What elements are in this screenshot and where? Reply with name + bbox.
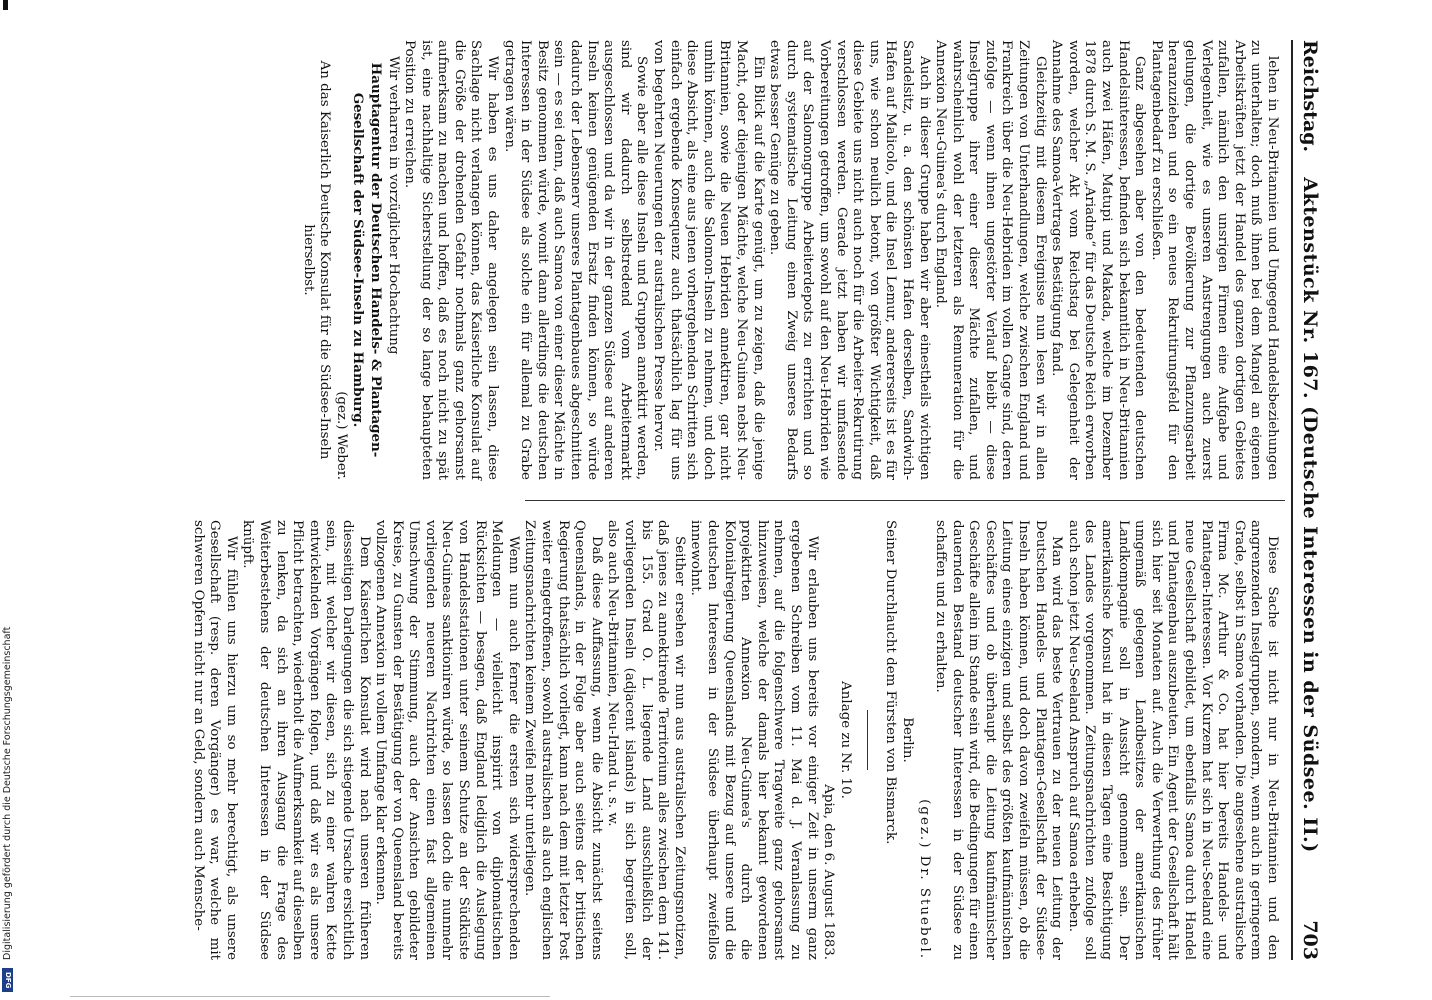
running-header xyxy=(1291,40,1325,960)
paragraph: Ein Blick auf die Karte genügt, um zu zeigen, daß die jenige Macht, oder diejenigen Mächte, welche Neu-Guinea nebst Neu-Britannien, sowie die Neuen Hebriden annektiren, gar nicht umhin können, auch die Salomon-Inseln zu nehmen, und doch diese Absicht, als eine aus jenen vorhergehenden Schritten sich einfach ergebende Konsequenz auch thatsächlich lag für uns von begehrten Neuerungen der australischen Presse hervor. xyxy=(651,40,766,480)
paragraph: Wir fühlen uns hierzu um so mehr berechtigt, als unsere Gesellschaft (resp. deren Vorgänger) es war, welche mit schweren Opfern nicht nur an Geld, sondern auch Mensche- xyxy=(190,520,239,960)
paragraph: Diese Sache ist nicht nur in Neu-Britannien und den angrenzenden Inselgruppen, sondern, wenn auch in geringerem Grade, selbst in Samoa vorhanden. Die angesehene australische Firma Mc. Arthur & Co. hat hier bereits Handels- und Plantagen-Interessen. Vor Kurzem hat sich in Neu-Seeland eine neue Gesellschaft gebildet, um ebenfalls Samoa durch Handel und Plantagenbau auszubeuten. Ein Agent der Gesellschaft hält sich hier seit Monaten auf. Auch die Verwerthung des früher umgemäß gelegenen Landbesitzes der amerikanischen Landkompagnie soll in Aussicht genommen sein. Der amerikanische Konsul hat in diesen Tagen eine Besichtigung des Landes vorgenommen. Zeitungsnachrichten zufolge soll auch schon jetzt Neu-Seeland Anspruch auf Samoa erheben. xyxy=(1065,520,1280,960)
addressee: Seiner Durchlaucht dem Fürsten von Bismarck. xyxy=(883,520,899,845)
dateline: Apia, den 6. August 1883. xyxy=(821,784,837,960)
paragraph: Wenn nun auch ferner die ersten sich widersprechenden Meldungen — vielleicht inspirirt von diplomatischen Rücksichten — besagen, daß England lediglich die Auslegung von Handelsstationen unter seinem Schutze an der Südküste Neu-Guineas sanktioniren würde, so lassen doch die nunmehr vorliegenden neueren Nachrichten einen fast allgemeinen Umschwung der Stimmung, auch der Ansichten gebildeter Kreise, zu Gunsten der Bestätigung der von Queensland bereits vollzogenen Annexion in vollem Umfange klar erkennen. xyxy=(373,520,521,960)
paragraph: Wir haben es uns daher angelegen sein lassen, diese Sachlage nicht verlangen können, das Kaiserliche Konsulat auf die Größe der drohenden Gefahr nochmals ganz gehorsamst aufmerksam zu machen und hoffen, daß es noch nicht zu spät ist, eine nachhaltige Sicherstellung der so lange behaupteten Position zu erreichen. xyxy=(402,40,501,480)
section-divider xyxy=(867,710,868,770)
dfg-logo-icon: DFG xyxy=(2,968,13,992)
paragraph: Gleichzeitig mit diesem Ereignisse nun lesen wir in allen Zeitungen von Unterhandlungen, welche zwischen England und Frankreich über die Neu-Hebriden im vollen Gange sind, deren zufolge — wenn ihnen ungestörter Verlauf bleibt — diese Inselgruppe ihrer einer dieser Mächte zufallen, und wahrscheinlich wohl der letzteren als Remuneration für die Annexion Neu-Guinea's durch England. xyxy=(933,40,1048,480)
page-number: 703 xyxy=(1299,920,1321,960)
header-title: Aktenstück Nr. 167. (Deutsche Interessen in der Südsee. II.) xyxy=(1299,177,1321,853)
signature-stuebel: (gez.) Dr. Stuebel. xyxy=(916,799,932,960)
annex-heading: Anlage zu Nr. 10. xyxy=(837,681,853,799)
paragraph: Daß diese Auffassung, wenn die Absicht zunächst seitens Queenslands, in der Folge aber auch seitens der britischen Regierung thatsächlich vorliegt, kann nach dem mit letzter Post weiter eingetroffenen, sowohl australischen als auch englischen Zeitungsnachrichten keinem Zweifel mehr unterliegen. xyxy=(522,520,604,960)
addressee: An das Kaiserlich Deutsche Konsulat für die Südsee-Inseln hierselbst. xyxy=(300,60,333,460)
paragraph: Dem Kaiserlichen Konsulat wird nach unseren früheren diesseitigen Darlegungen die sich stiegende Ursache ersichtlich sein, mit welcher wir diesen, sich zu einer wahren Kette entwickelnden Vorgängen folgen, und daß wir es als unsere Pflicht betrachten, wiederholt die Aufmerksamkeit auf dieselben zu lenken, da sich an ihren Ausgang die Frage des Weiterbestehens der deutschen Interessen in der Südsee knüpft. xyxy=(240,520,372,960)
paragraph: lehen in Neu-Britannien und Umgegend Handelsbeziehungen zu unterhalten; doch muß ihnen bei dem Mangel an eigenen Arbeitskräften jetzt der Handel des ganzen dortigen Gebietes zufallen, nämlich den unsrigen Firmen eine Aufgabe und Verlegenheit, wie es unseren Anstrengungen auch zuerst gelungen, die dortige Bevölkerung zur Pflanzungsarbeit heranzuziehen und so ein neues Rekrutirungsfeld für den Plantagenbedarf zu erschließen. xyxy=(1148,40,1280,480)
paragraph: Ganz abgesehen aber von den bedeutenden deutschen Handelsinteressen, befinden sich bekanntlich in Neu-Britannien auch zwei Häfen, Matupi und Makada, welche im Dezember 1878 durch S. M. S. „Ariadne“ für das Deutsche Reich erworben worden, welcher Akt vom Reichstag bei Gelegenheit der Annahme des Samoa-Vertrages Bestätigung fand. xyxy=(1049,40,1148,480)
paragraph: Auch in dieser Gruppe haben wir aber einestheils wichtigen Sandelsitz, u. a. den schönsten Hafen derselben, Sandwich-Hafen auf Malicolo, und die Insel Lemur, andererseits ist es für uns, wie schon neulich betont, von größter Wichtigkeit, daß diese Gebiete uns nicht auch noch für die Arbeiter-Rekrutirung verschlossen werden. Gerade jetzt haben wir umfassende Vorbereitungen getroffen, um sowohl auf den Neu-Hebriden wie auf der Salomongruppe Arbeiterdepots zu errichten und so durch systematische Leitung einen Zweig unseres Bedarfs etwas besser Genüge zu geben. xyxy=(767,40,932,480)
column-left xyxy=(299,40,1280,480)
signature-weber: (gez.) Weber. xyxy=(333,391,349,480)
paragraph: Wir erlauben uns bereits vor einiger Zeit in unserm ganz ergebenen Schreiben vom 11. Mai d. J. Veranlassung zu nehmen, auf die folgenschwere Tragweite ganz gehorsamst hinzuweisen, welche der damals hier bekannt gewordenen projektirten Annexion Neu-Guinea's durch die Kolonialregierung Queenslands mit Bezug auf unsere und die deutschen Interessen in der Südsee überhaupt zweifellos innewohnt. xyxy=(688,520,820,960)
place: Berlin. xyxy=(899,717,915,763)
paragraph: Sowie aber alle diese Inseln und Gruppen annektirt werden, sind wir dadurch selbstredend vom Arbeitermarkt ausgeschlossen und da wir in der ganzen Südsee auf anderen Inseln keinen genügenden Ersatz finden können, so würde dadurch der Lebensnerv unseres Plantagenbaues abgeschnitten sein — es sei denn, daß auch Samoa von einer dieser Mächte in Besitz genommen würde, womit dann allerdings die deutschen Interessen in der Südsee als solche ein für allemal zu Grabe getragen wären. xyxy=(501,40,650,480)
funding-credit: Digitalisierung gefördert durch die Deutsche Forschungsgemeinschaft xyxy=(2,626,13,960)
closing-formula: Wir verharren in vorzüglicher Hochachtung xyxy=(385,56,401,355)
paragraph: Man wird das beste Vertrauen zu der neuen Leitung der Deutschen Handels- und Plantagen-Gesellschaft der Südsee-Inseln haben können, und doch davon zweifeln müssen, ob die Leitung eines einzigen und selbst des größten kaufmännischen Geschäftes und ob überhaupt die Leitung kaufmännischer Geschäfte allein im Stande sein wird, die Bedingungen für einen dauernden Bestand deutscher Interessen in der Südsee zu schaffen und zu erhalten. xyxy=(933,520,1065,960)
column-divider xyxy=(525,500,1285,501)
funding-credit-strip xyxy=(0,0,16,1000)
scan-edge-line xyxy=(70,996,550,997)
column-right xyxy=(189,520,1280,960)
paragraph: Seither ersehen wir nun aus australischen Zeitungsnotizen, daß jenes zu annektirende Territorium alles zwischen dem 141. bis 155. Grad O. L. liegende Land ausschließlich der vorliegenden Inseln (adjacent islands) in sich begreifen soll, also auch Neu-Britannien, Neu-Irland u. s. w. xyxy=(605,520,687,960)
header-left: Reichstag. xyxy=(1299,40,1321,153)
sender-org: Hauptagentur der Deutschen Handels- & Plantagen-Gesellschaft der Südsee-Inseln zu Hamburg. xyxy=(350,62,384,458)
